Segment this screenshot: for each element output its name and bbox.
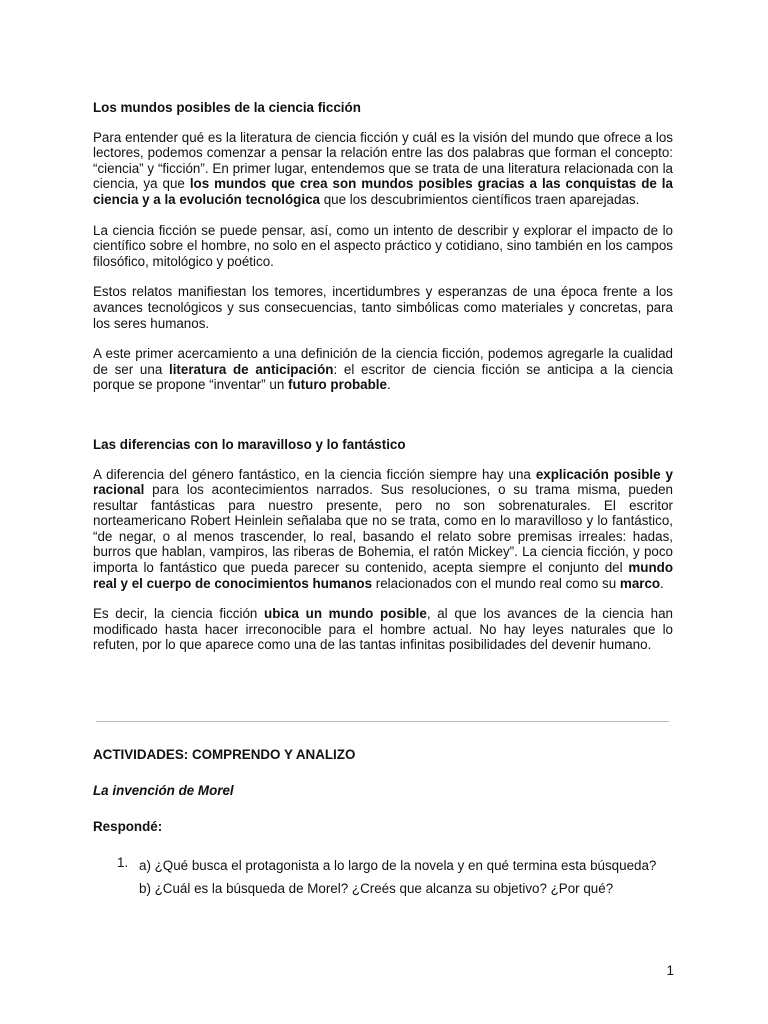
question-item (139, 855, 673, 900)
activities-section (93, 747, 673, 900)
question-part-b: b) ¿Cuál es la búsqueda de Morel? ¿Creés que alcanza su objetivo? ¿Por qué? (139, 880, 614, 896)
text-run: . (386, 377, 391, 393)
section-spacer (93, 408, 673, 437)
paragraph: La ciencia ficción se puede pensar, así, como un intento de describir y explorar el impacto de lo científico sobre el hombre, no solo en el aspecto práctico y cotidiano, sino también en los campos filosófico, mitológico y poético. (93, 222, 673, 269)
text-run: para los acontecimientos narrados. Sus resoluciones, o su trama misma, pueden resultar fantásticas para nuestro presente, pero no son sobrenaturales. El escritor norteamericano Robert Heinlein señalaba que no se trata, como en lo maravilloso y lo fantástico, “de negar, o al menos trascender, lo real, basando el relato sobre premisas irreales: hadas, burros que hablan, vampiros, las riberas de Bohemia, el ratón Mickey”. La ciencia ficción, y poco importa lo fantástico que pueda parecer su contenido, acepta siempre el conjunto del (93, 482, 673, 576)
paragraph (93, 346, 673, 393)
bold-text: mundo real y el cuerpo de conocimientos humanos (93, 560, 673, 591)
bold-text: marco (619, 575, 661, 591)
bold-text: futuro probable (288, 377, 387, 393)
bold-text: los mundos que crea son mundos posibles gracias a las conquistas de la ciencia y a la evolución tecnológica (93, 176, 673, 207)
activities-heading: ACTIVIDADES: COMPRENDO Y ANALIZO (93, 747, 356, 762)
text-run: : el escritor de ciencia ficción se anticipa a la ciencia porque se propone “inventar” un (93, 361, 674, 393)
question-list (93, 855, 673, 900)
bold-text: ubica un mundo posible (264, 606, 427, 622)
paragraph (93, 130, 673, 208)
document-body (93, 100, 673, 668)
text-run: . (660, 575, 664, 591)
question-part-a: a) ¿Qué busca el protagonista a lo largo de la novela y en qué termina esta búsqueda? (139, 858, 657, 873)
text-run: relacionados con el mundo real como su (372, 575, 620, 591)
text-run: A diferencia del género fantástico, en la ciencia ficción siempre hay una (93, 466, 536, 482)
paragraph (93, 467, 673, 592)
activities-book-title: La invención de Morel (93, 783, 234, 798)
section-heading-diferencias: Las diferencias con lo maravilloso y lo fantástico (93, 436, 406, 452)
text-run: Es decir, la ciencia ficción (93, 606, 265, 622)
paragraph (93, 606, 673, 653)
bold-text: literatura de anticipación (168, 361, 334, 377)
activities-prompt: Respondé: (93, 819, 163, 834)
page-number: 1 (666, 963, 674, 978)
bold-text: explicación posible y racional (93, 466, 673, 498)
text-run: que los descubrimientos científicos traen aparejadas. (319, 191, 640, 207)
horizontal-divider (96, 721, 669, 722)
section-heading-mundos-posibles: Los mundos posibles de la ciencia ficción (93, 100, 361, 115)
text-run: A este primer acercamiento a una definición de la ciencia ficción, podemos agregarle la cualidad de ser una (93, 346, 673, 377)
text-run: Para entender qué es la literatura de ciencia ficción y cuál es la visión del mundo que ofrece a los lectores, podemos comenzar a pensar la relación entre las dos palabras que forman el concepto: “ciencia” y “ficción”. En primer lugar, entendemos que se trata de una literatura relacionada con la ciencia, ya que (93, 129, 673, 192)
text-run: , al que los avances de la ciencia han modificado hasta hacer irreconocible para el hombre actual. No hay leyes naturales que lo refuten, por lo que aparece como una de las tantas infinitas posibilidades del devenir humano. (93, 606, 673, 653)
paragraph: Estos relatos manifiestan los temores, incertidumbres y esperanzas de una época frente a los avances tecnológicos y sus consecuencias, tanto simbólicas como materiales y concretas, para los seres humanos. (93, 284, 673, 331)
question-number: 1. (117, 855, 129, 870)
